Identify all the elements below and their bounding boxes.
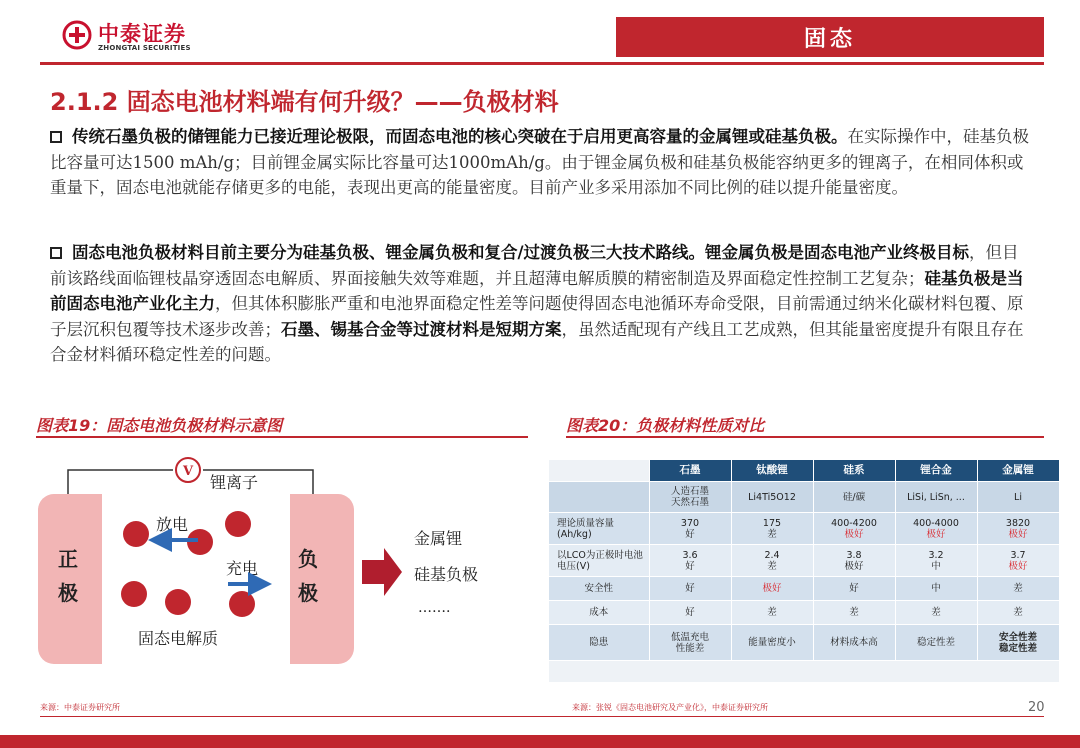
lithium-ion [225, 511, 251, 537]
table-row [549, 513, 1059, 545]
row-label: 理论质量容量 (Ah/kg) [549, 513, 649, 545]
cell-rating: 极好 [844, 528, 864, 540]
material-comparison-table [549, 460, 1060, 661]
cell-value: 3.8 [846, 549, 862, 561]
formula-cell: 硅/碳 [813, 482, 895, 513]
paragraph-1 [50, 124, 1035, 201]
cell-rating: 差 [767, 560, 777, 572]
slide-title: 2.1.2 固态电池材料端有何升级？——负极材料 [50, 88, 559, 116]
bullet-square-icon [50, 247, 62, 259]
cell-value: 3.6 [682, 549, 698, 561]
cell-rating: 差 [731, 601, 813, 625]
cell-value: 3820 [1005, 517, 1031, 529]
table-row [549, 601, 1059, 625]
para1-bold: 传统石墨负极的储锂能力已接近理论极限，而固态电池的核心突破在于启用更高容量的金属锂或硅基负极。 [72, 127, 848, 146]
anode-label-1: 负 [298, 547, 318, 571]
cathode-label-2: 极 [58, 581, 78, 605]
cell-rating: 好 [813, 577, 895, 601]
table-row [549, 625, 1059, 661]
discharge-label: 放电 [156, 515, 189, 534]
cell-rating: 差 [813, 601, 895, 625]
para2-text-2: ，但其体积膨胀严重和电池界面稳定性差等问题使得固态电池循环寿命受限，目前需通过纳米化碳材料包覆、原子层沉积包覆等技术逐步改善； [50, 294, 1024, 339]
lithium-ion [229, 591, 255, 617]
cell-rating: 极好 [926, 528, 946, 540]
formula-cell: Li4Ti5O12 [731, 482, 813, 513]
figure20-source: 来源：张锐《固态电池研究及产业化》，中泰证券研究所 [572, 703, 768, 712]
cell-value: 低温充电 性能差 [649, 625, 731, 661]
table-row [549, 545, 1059, 577]
figure19-source: 来源：中泰证券研究所 [40, 703, 120, 712]
material-comparison-table-wrap [549, 460, 1059, 682]
page-number: 20 [1028, 700, 1045, 715]
anode-label-2: 极 [298, 581, 318, 605]
table-row [549, 577, 1059, 601]
caption-underline [36, 436, 528, 438]
lithium-ion [121, 581, 147, 607]
zhongtai-logo-icon [62, 20, 92, 50]
footer-bar [0, 735, 1080, 748]
para1-text: 在实际操作中，硅基负极比容量可达1500 mAh/g；目前锂金属实际比容量可达1000mAh/g。由于锂金属负极和硅基负极能容纳更多的锂离子，在相同体积或重量下，固态电池就能存储更多的电能，表现出更高的能量密度。目前产业多采用添加不同比例的硅以提升能量密度。 [50, 127, 1029, 198]
row-label: 安全性 [549, 577, 649, 601]
col-header: 石墨 [649, 460, 731, 482]
logo-text: 中泰证券 [98, 22, 186, 46]
cell-rating: 极好 [1008, 528, 1028, 540]
cell-rating: 好 [649, 601, 731, 625]
electrolyte-label: 固态电解质 [138, 629, 219, 648]
formula-cell: LiSi, LiSn, ... [895, 482, 977, 513]
cell-value: 370 [680, 517, 700, 529]
cell-rating: 差 [895, 601, 977, 625]
output-arrow-icon [362, 548, 402, 596]
cell-value: 3.7 [1010, 549, 1026, 561]
para2-text-3: ，虽然适配现有产线且工艺成熟，但其能量密度提升有限且存在合金材料循环稳定性差的问题。 [50, 319, 1024, 365]
cell-rating: 差 [767, 528, 777, 540]
cell-value: 2.4 [764, 549, 780, 561]
cell-rating: 差 [977, 601, 1059, 625]
cell-value: 材料成本高 [813, 625, 895, 661]
para2-bold-1: 固态电池负极材料目前主要分为硅基负极、锂金属负极和复合/过渡负极三大技术路线。锂金属负极是固态电池产业终极目标 [72, 243, 970, 262]
para2-bold-3: 石墨、锡基合金等过渡材料是短期方案 [281, 319, 562, 339]
cell-value: 400-4000 [913, 517, 959, 529]
cell-rating: 中 [895, 577, 977, 601]
para2-bold-2: 硅基负极是当前固态电池产业化主力 [50, 268, 1024, 314]
cell-rating: 极好 [844, 560, 864, 572]
col-header: 钛酸锂 [731, 460, 813, 482]
row-label: 隐患 [549, 625, 649, 661]
formula-cell: 人造石墨 天然石墨 [649, 482, 731, 513]
cell-value: 安全性差 稳定性差 [977, 625, 1059, 661]
row-label: 成本 [549, 601, 649, 625]
option-silicon-anode: 硅基负极 [414, 565, 479, 584]
cell-rating: 中 [931, 560, 941, 572]
formula-cell: Li [977, 482, 1059, 513]
col-header: 硅系 [813, 460, 895, 482]
row-label: 以LCO为正极时电池 电压(V) [549, 545, 649, 577]
footer-divider [40, 716, 1044, 717]
figure20-caption: 图表20：负极材料性质对比 [566, 416, 765, 435]
cell-value: 400-4200 [831, 517, 877, 529]
lithium-ion [165, 589, 191, 615]
cathode-label-1: 正 [58, 547, 78, 571]
col-header: 金属锂 [977, 460, 1059, 482]
cell-rating: 极好 [1008, 560, 1028, 572]
charge-label: 充电 [226, 559, 259, 578]
cell-value: 175 [762, 517, 782, 529]
logo-subtext: ZHONGTAI SECURITIES [98, 44, 191, 52]
section-tag: 固态 [616, 17, 1044, 57]
cell-rating: 极好 [731, 577, 813, 601]
cell-rating: 差 [977, 577, 1059, 601]
option-lithium-metal: 金属锂 [414, 529, 463, 548]
cell-value: 能量密度小 [731, 625, 813, 661]
ion-label: 锂离子 [210, 473, 259, 492]
para2-text-1: ，但目前该路线面临锂枝晶穿透固态电解质、界面接触失效等难题，并且超薄电解质膜的精密制造及界面稳定性控制工艺复杂； [50, 243, 1019, 288]
cell-value: 3.2 [928, 549, 944, 561]
lithium-ion [123, 521, 149, 547]
figure19-caption: 图表19：固态电池负极材料示意图 [36, 416, 283, 435]
bullet-square-icon [50, 131, 62, 143]
table-row [549, 482, 1059, 513]
battery-diagram [28, 444, 533, 684]
cell-value: 稳定性差 [895, 625, 977, 661]
table-header-row [549, 460, 1059, 482]
paragraph-2 [50, 240, 1035, 368]
option-ellipsis: ……. [418, 600, 451, 616]
header-divider [40, 62, 1044, 65]
voltmeter-label: V [182, 464, 194, 479]
cell-rating: 好 [649, 577, 731, 601]
caption-underline [566, 436, 1044, 438]
cell-rating: 好 [685, 528, 695, 540]
cell-rating: 好 [685, 560, 695, 572]
col-header: 锂合金 [895, 460, 977, 482]
